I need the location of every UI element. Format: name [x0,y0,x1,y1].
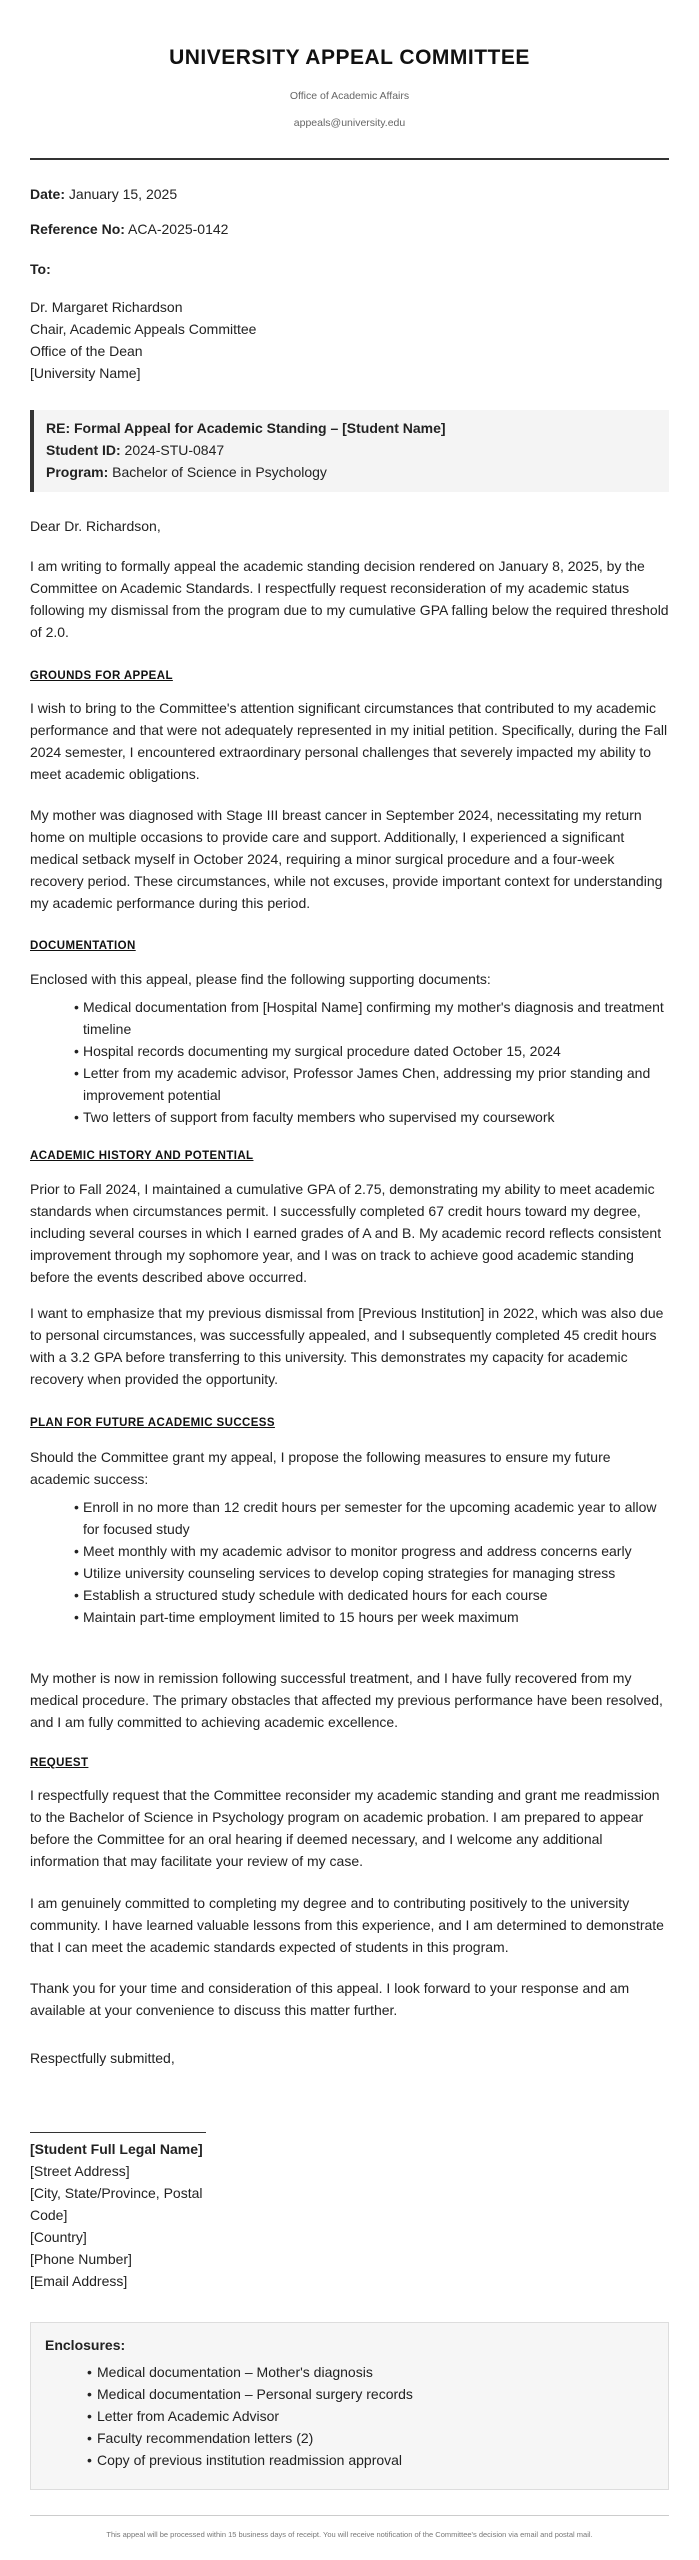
list-item: • Copy of previous institution readmission approval [87,2452,403,2468]
list-item: • Hospital records documenting my surgical procedure dated October 15, 2024 [74,1043,561,1059]
recipient-office: Office of the Dean [30,343,143,359]
to-label: To: [30,261,51,277]
request-heading: REQUEST [30,1757,89,1769]
list-item: • Maintain part-time employment limited to 15 hours per week maximum [74,1609,519,1625]
footer-note: This appeal will be processed within 15 business days of receipt. You will receive notification of the Committee's decision via email and postal mail. [106,2530,593,2539]
signature-line [30,2132,206,2133]
address-code: Code] [30,2207,68,2223]
subject-line: RE: Formal Appeal for Academic Standing – [Student Name] [46,420,446,436]
grounds-paragraph-2: My mother was diagnosed with Stage III breast cancer in September 2024, necessitating my return home on multiple occasions to provide care and support. Additionally, I experienced a significant medical setback myself in October 2024, requiring a minor surgical procedure and a four-week recovery period. These circumstances, while not excuses, provide important context for understanding my academic performance during this period. [30,807,663,911]
intro-paragraph: I am writing to formally appeal the academic standing decision rendered on January 8, 2025, by the Committee on Academic Standards. I respectfully request reconsideration of my academic status following my dismissal from the program due to my cumulative GPA falling below the required threshold of 2.0. [30,558,669,640]
recipient-title: Chair, Academic Appeals Committee [30,321,257,337]
documentation-heading: DOCUMENTATION [30,940,136,952]
grounds-paragraph-1: I wish to bring to the Committee's attention significant circumstances that contributed to my academic performance and that were not adequately represented in my initial petition. Specifically, during the Fall 2024 semester, I encountered extraordinary personal challenges that severely impacted my ability to meet academic obligations. [30,700,668,782]
address-country: [Country] [30,2229,87,2245]
plan-list [30,1496,669,1628]
letterhead-office: Office of Academic Affairs [289,90,410,102]
signature-name: [Student Full Legal Name] [30,2141,203,2157]
plan-heading: PLAN FOR FUTURE ACADEMIC SUCCESS [30,1417,275,1429]
list-item: • Enroll in no more than 12 credit hours per semester for the upcoming academic year to allow for focused study [74,1499,657,1537]
student-id-value: 2024-STU-0847 [124,442,225,458]
request-paragraph-3: Thank you for your time and consideration of this appeal. I look forward to your response and am available at your convenience to discuss this matter further. [30,1980,630,2018]
plan-closing-paragraph: My mother is now in remission following successful treatment, and I have fully recovered from my medical procedure. The primary obstacles that affected my previous performance have been resolved, and I am fully committed to achieving academic excellence. [30,1670,663,1730]
list-item: • Faculty recommendation letters (2) [87,2430,314,2446]
documentation-intro: Enclosed with this appeal, please find the following supporting documents: [30,971,491,987]
enclosures-title: Enclosures: [45,2337,126,2353]
student-id-label: Student ID: [46,442,121,458]
list-item: • Medical documentation from [Hospital Name] confirming my mother's diagnosis and treatment timeline [74,999,664,1037]
list-item: • Two letters of support from faculty members who supervised my coursework [74,1109,555,1125]
enclosures-box [30,2322,669,2490]
history-paragraph-2: I want to emphasize that my previous dismissal from [Previous Institution] in 2022, which was also due to personal circumstances, was successfully appealed, and I subsequently completed 45 credit hours with a 3.2 GPA before transferring to this university. This demonstrates my capacity for academic recovery when provided the opportunity. [30,1305,664,1387]
letterhead-email[interactable]: appeals@university.edu [293,117,406,129]
footer-divider [30,2515,669,2516]
reference-value: ACA-2025-0142 [128,221,229,237]
salutation: Dear Dr. Richardson, [30,518,161,534]
subject-box [30,410,669,492]
list-item: • Establish a structured study schedule with dedicated hours for each course [74,1587,548,1603]
reference-label: Reference No: [30,221,125,237]
history-heading: ACADEMIC HISTORY AND POTENTIAL [30,1150,254,1162]
address-phone: [Phone Number] [30,2251,132,2267]
reference-line [30,218,228,240]
date-value: January 15, 2025 [68,186,178,202]
date-label: Date: [30,186,66,202]
list-item: • Medical documentation – Mother's diagnosis [87,2364,373,2380]
address-street: [Street Address] [30,2163,130,2179]
list-item: • Meet monthly with my academic advisor to monitor progress and address concerns early [74,1543,632,1559]
request-paragraph-1: I respectfully request that the Committee reconsider my academic standing and grant me readmission to the Bachelor of Science in Psychology program on academic probation. I am prepared to appear before the Committee for an oral hearing if deemed necessary, and I welcome any additional information that may facilitate your review of my case. [30,1787,660,1869]
date-line [30,183,177,205]
list-item: • Utilize university counseling services to develop coping strategies for managing stress [74,1565,616,1581]
plan-intro: Should the Committee grant my appeal, I propose the following measures to ensure my future academic success: [30,1449,611,1487]
address-email: [Email Address] [30,2273,128,2289]
recipient-name: Dr. Margaret Richardson [30,299,183,315]
closing-line: Respectfully submitted, [30,2050,175,2066]
grounds-heading: GROUNDS FOR APPEAL [30,670,173,682]
enclosures-list [31,2361,631,2471]
program-label: Program: [46,464,109,480]
history-paragraph-1: Prior to Fall 2024, I maintained a cumulative GPA of 2.75, demonstrating my ability to meet academic standards when circumstances permit. I successfully completed 67 credit hours toward my degree, including several courses in which I earned grades of A and B. My academic record reflects consistent improvement through my sophomore year, and I was on track to achieve good academic standing before the events described above occurred. [30,1181,662,1285]
program-value: Bachelor of Science in Psychology [112,464,327,480]
letterhead-title: UNIVERSITY APPEAL COMMITTEE [169,46,530,69]
recipient-university: [University Name] [30,365,141,381]
list-item: • Medical documentation – Personal surgery records [87,2386,413,2402]
list-item: • Letter from my academic advisor, Professor James Chen, addressing my prior standing and improvement potential [74,1065,651,1103]
documentation-list [30,996,669,1128]
program-line [46,461,327,483]
list-item: • Letter from Academic Advisor [87,2408,280,2424]
request-paragraph-2: I am genuinely committed to completing my degree and to contributing positively to the university community. I have learned valuable lessons from this experience, and I am determined to demonstrate that I can meet the academic standards expected of students in this program. [30,1895,664,1955]
address-city: [City, State/Province, Postal [30,2185,203,2201]
header-divider [30,158,669,160]
student-id-line [46,439,224,461]
